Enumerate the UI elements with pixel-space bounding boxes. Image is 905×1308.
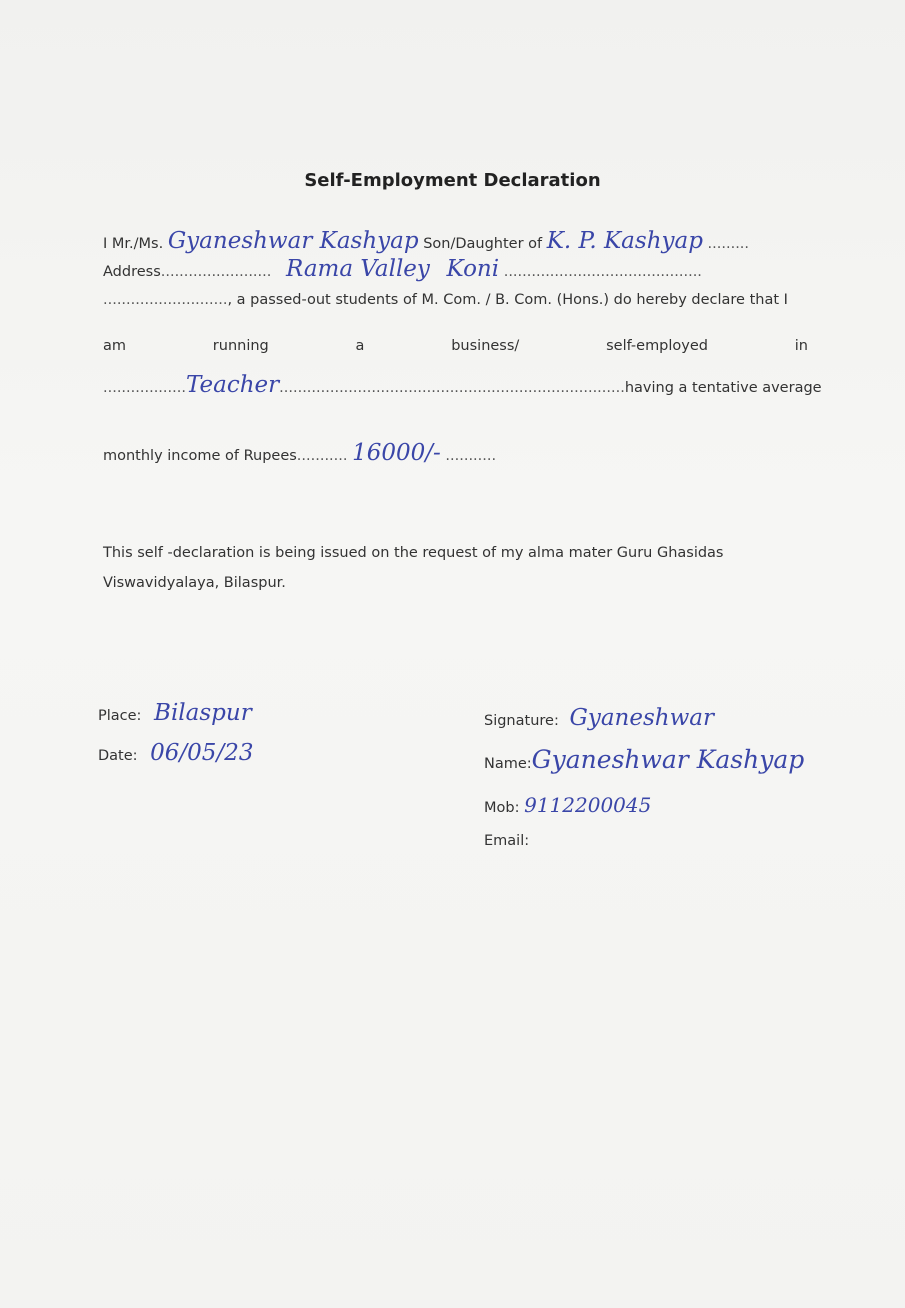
name-label: Name: (484, 756, 532, 772)
address-line (103, 256, 808, 282)
handwritten-name: Gyaneshwar Kashyap (167, 228, 419, 254)
mobile-label: Mob: (484, 800, 520, 816)
handwritten-place: Bilaspur (154, 700, 252, 726)
word-am: am (103, 338, 127, 354)
handwritten-parent-name: K. P. Kashyap (546, 228, 703, 254)
dotted-fill: ........................... (103, 292, 228, 308)
dotted-fill: ......... (707, 236, 750, 252)
dotted-fill: ........................................... (503, 264, 702, 280)
word-self-employed: self-employed (606, 338, 708, 354)
qualification-line (103, 292, 808, 308)
handwritten-signature: Gyaneshwar (569, 705, 714, 731)
word-in: in (794, 338, 808, 354)
address-label: Address (103, 264, 161, 280)
handwritten-occupation: Teacher (185, 372, 280, 398)
income-label: monthly income of Rupees (103, 448, 297, 464)
mobile-field (484, 793, 651, 817)
handwritten-address-1: Rama Valley (285, 256, 430, 282)
word-a: a (355, 338, 365, 354)
business-line (103, 338, 808, 354)
statement-paragraph: This self -declaration is being issued on the request of my alma mater Guru Ghasidas Viswavidyalaya, Bilaspur. (103, 545, 724, 591)
occupation-line (103, 372, 822, 398)
signature-field (484, 705, 714, 731)
dotted-fill: .................. (103, 380, 186, 396)
word-running: running (212, 338, 269, 354)
place-label: Place: (98, 708, 142, 724)
name-line (103, 228, 808, 254)
qualification-text: , a passed-out students of M. Com. / B. Com. (Hons.) do hereby declare that I (227, 292, 788, 308)
relation-label: Son/Daughter of (423, 236, 543, 252)
income-line (103, 440, 808, 466)
handwritten-full-name: Gyaneshwar Kashyap (531, 745, 805, 774)
handwritten-date: 06/05/23 (150, 740, 254, 766)
income-text: having a tentative average (624, 380, 822, 396)
handwritten-income: 16000/- (352, 440, 441, 466)
document-title: Self-Employment Declaration (304, 170, 601, 191)
handwritten-address-2: Koni (446, 256, 500, 282)
dotted-fill: ........... (445, 448, 497, 464)
dotted-fill: ........... (296, 448, 348, 464)
dotted-fill: ........................................................................... (279, 380, 625, 396)
word-business: business/ (451, 338, 520, 354)
email-field (484, 833, 529, 849)
signature-label: Signature: (484, 713, 559, 729)
date-field (98, 740, 253, 766)
email-label: Email: (484, 833, 530, 849)
date-label: Date: (98, 748, 138, 764)
place-field (98, 700, 252, 726)
handwritten-mobile: 9112200045 (524, 793, 652, 817)
dotted-fill: ........................ (160, 264, 272, 280)
prefix-label: I Mr./Ms. (103, 236, 164, 252)
name-field (484, 745, 804, 774)
